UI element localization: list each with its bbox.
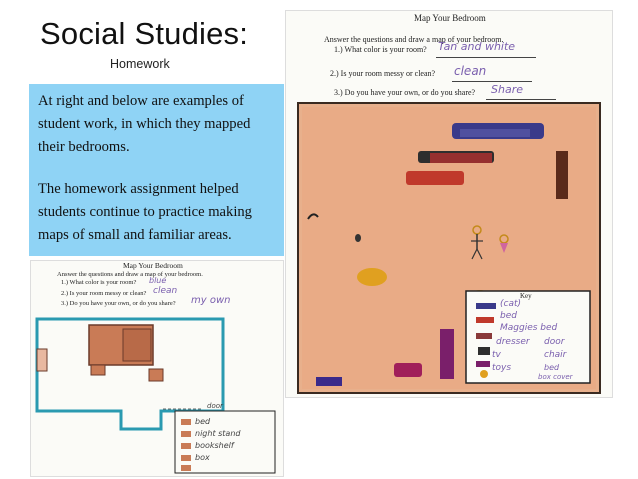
key-item: door <box>544 337 565 347</box>
worksheet-heading: Map Your Bedroom <box>414 13 486 23</box>
description-paragraph-1: At right and below are examples of student work, in which they mapped their bedrooms. <box>38 93 251 155</box>
slide-subtitle: Homework <box>110 57 170 71</box>
student-work-image-left <box>30 260 284 477</box>
worksheet-answer-1: blue <box>149 276 167 285</box>
student-work-image-right <box>285 10 613 398</box>
key-item: (cat) <box>500 299 522 309</box>
key-item: bed <box>500 311 517 321</box>
key-item: night stand <box>195 429 241 438</box>
worksheet-question-3: 3.) Do you have your own, or do you share? <box>334 88 476 97</box>
bedroom-map-drawing-left <box>31 261 283 476</box>
key-item: chair <box>544 350 567 360</box>
worksheet-heading: Map Your Bedroom <box>123 261 183 270</box>
worksheet-instruction: Answer the questions and draw a map of your bedroom. <box>324 35 504 44</box>
key-item: dresser <box>496 337 530 347</box>
worksheet-answer-2: clean <box>153 286 178 296</box>
worksheet-answer-2: clean <box>454 64 487 78</box>
worksheet-question-2: 2.) Is your room messy or clean? <box>61 290 147 297</box>
description-paragraph-2: The homework assignment helped students continue to practice making maps of small and familiar areas. <box>38 181 252 243</box>
dresser-drawing <box>406 171 464 185</box>
key-item: tv <box>492 350 501 360</box>
worksheet-instruction: Answer the questions and draw a map of your bedroom. <box>57 271 203 278</box>
worksheet-answer-3: Share <box>491 83 523 96</box>
worksheet-question-1: 1.) What color is your room? <box>61 279 137 286</box>
worksheet-answer-3: my own <box>191 295 231 306</box>
key-item: toys <box>492 363 512 373</box>
worksheet-question-2: 2.) Is your room messy or clean? <box>330 69 436 78</box>
description-box <box>29 84 284 256</box>
key-item: door <box>207 402 223 410</box>
slide-title: Social Studies: <box>40 16 249 51</box>
key-item: bookshelf <box>195 441 234 450</box>
worksheet-question-3: 3.) Do you have your own, or do you share? <box>61 300 176 307</box>
key-item: bed <box>544 363 560 372</box>
worksheet-answer-1: Tan and white <box>438 40 516 53</box>
key-item: box cover <box>538 373 573 381</box>
worksheet-question-1: 1.) What color is your room? <box>334 45 427 54</box>
key-item: box <box>195 453 210 462</box>
map-key-title: Key <box>520 292 532 300</box>
key-item: bed <box>195 417 211 426</box>
key-item: Maggies bed <box>500 323 558 333</box>
